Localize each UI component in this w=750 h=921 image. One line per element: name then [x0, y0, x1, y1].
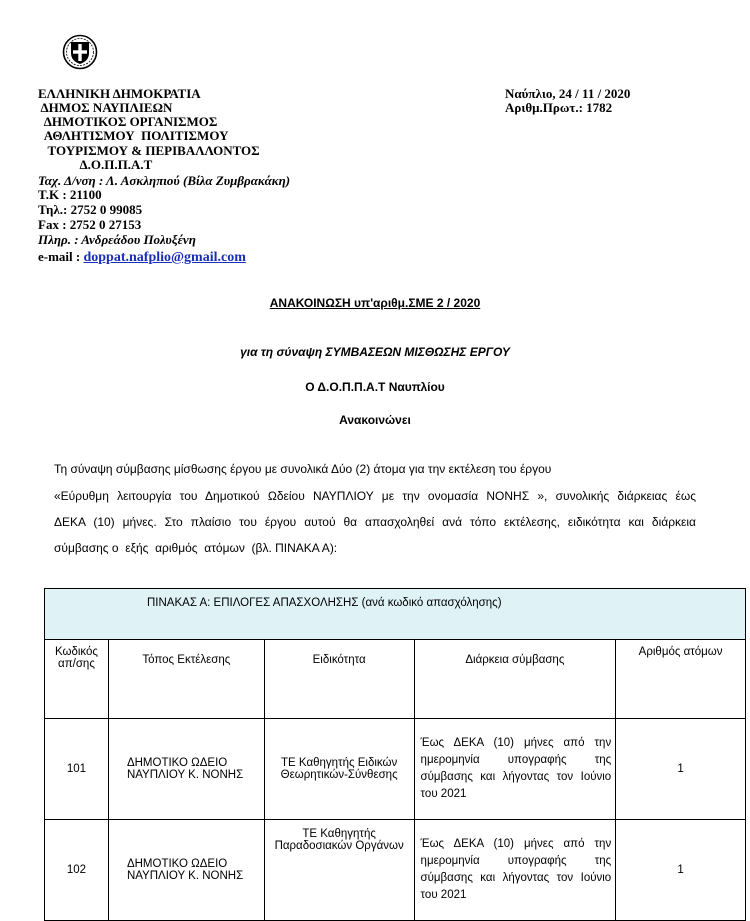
- col-header-place: Τόπος Εκτέλεσης: [108, 640, 264, 719]
- col-header-specialty: Ειδικότητα: [264, 640, 414, 719]
- postal-code: Τ.Κ : 21100: [38, 187, 102, 202]
- body-line-1: Τη σύναψη σύμβασης μίσθωσης έργου με συνολικά Δύο (2) άτομα για την εκτέλεση του έργου: [54, 462, 552, 476]
- header-line-1: ΕΛΛΗΝΙΚΗ ΔΗΜΟΚΡΑΤΙΑ: [38, 86, 201, 101]
- row-specialty: ΤΕ Καθηγητής Ειδικών Θεωρητικών-Σύνθεσης: [264, 719, 414, 820]
- row-code: 102: [45, 820, 109, 921]
- header-line-5: ΤΟΥΡΙΣΜΟΥ & ΠΕΡΙΒΑΛΛΟΝΤΟΣ: [38, 143, 260, 158]
- body-line-3: ΔΕΚΑ (10) μήνες. Στο πλαίσιο του έργου αυτού θα απασχοληθεί ανά τόπο εκτέλεσης, ειδικότητα και διάρκεια: [54, 515, 696, 529]
- announcement-subtitle: για τη σύναψη ΣΥΜΒΑΣΕΩΝ ΜΙΣΘΩΣΗΣ ΕΡΓΟΥ: [240, 345, 510, 359]
- row-place: ΔΗΜΟΤΙΚΟ ΩΔΕΙΟ ΝΑΥΠΛΙΟΥ Κ. ΝΟΝΗΣ: [108, 719, 264, 820]
- body-line-2: «Εύρυθμη λειτουργία του Δημοτικού Ωδείου ΝΑΥΠΛΙΟΥ με την ονομασία ΝΟΝΗΣ », συνολικής διάρκειας έως: [54, 489, 696, 503]
- row-count: 1: [616, 719, 746, 820]
- header-line-4: ΑΘΛΗΤΙΣΜΟΥ ΠΟΛΙΤΙΣΜΟΥ: [38, 128, 229, 143]
- table-title: ΠΙΝΑΚΑΣ Α: ΕΠΙΛΟΓΕΣ ΑΠΑΣΧΟΛΗΣΗΣ (ανά κωδικό απασχόλησης): [45, 589, 746, 640]
- table-row: [45, 719, 746, 820]
- protocol-number: Αριθμ.Πρωτ.: 1782: [505, 100, 613, 115]
- row-duration: Έως ΔΕΚΑ (10) μήνες από την ημερομηνία υπογραφής της σύμβασης και λήγοντας τον Ιούνιο του 2021: [414, 820, 616, 921]
- col-header-count: Αριθμός ατόμων: [616, 640, 746, 719]
- announcement-issuer: Ο Δ.Ο.Π.Π.Α.Τ Ναυπλίου: [305, 380, 445, 394]
- announcement-title-text: ΑΝΑΚΟΙΝΩΣΗ υπ'αριθμ.ΣΜΕ 2 / 2020: [269, 296, 481, 310]
- place-date: Ναύπλιο, 24 / 11 / 2020: [505, 86, 631, 101]
- table-row: [45, 820, 746, 921]
- announcement-verb: Ανακοινώνει: [339, 413, 411, 427]
- contact-person: Πληρ. : Ανδρεάδου Πολυξένη: [38, 232, 196, 247]
- announcement-title: [0, 296, 750, 310]
- phone: Τηλ.: 2752 0 99085: [38, 202, 143, 217]
- email-row: [38, 250, 246, 265]
- address: Ταχ. Δ/νση : Λ. Ασκληπιού (Βίλα Ζυμβρακάκη): [38, 173, 291, 188]
- fax: Fax : 2752 0 27153: [38, 217, 142, 232]
- greek-coat-of-arms-icon: [62, 34, 98, 70]
- row-duration: Έως ΔΕΚΑ (10) μήνες από την ημερομηνία υπογραφής της σύμβασης και λήγοντας τον Ιούνιο του 2021: [414, 719, 616, 820]
- email-link[interactable]: doppat.nafplio@gmail.com: [83, 250, 246, 265]
- row-place: ΔΗΜΟΤΙΚΟ ΩΔΕΙΟ ΝΑΥΠΛΙΟΥ Κ. ΝΟΝΗΣ: [108, 820, 264, 921]
- email-label: e-mail :: [38, 249, 81, 264]
- col-header-duration: Διάρκεια σύμβασης: [414, 640, 616, 719]
- header-line-2: ΔΗΜΟΣ ΝΑΥΠΛΙΕΩΝ: [38, 100, 173, 115]
- header-line-6: Δ.Ο.Π.Π.Α.Τ: [38, 157, 153, 172]
- header-line-3: ΔΗΜΟΤΙΚΟΣ ΟΡΓΑΝΙΣΜΟΣ: [38, 114, 218, 129]
- row-specialty: ΤΕ Καθηγητής Παραδοσιακών Οργάνων: [264, 820, 414, 921]
- col-header-code: Κωδικός απ/σης: [45, 640, 109, 719]
- body-line-4: σύμβασης ο εξής αριθμός ατόμων (βλ. ΠΙΝΑΚΑ Α):: [54, 541, 338, 555]
- row-count: 1: [616, 820, 746, 921]
- row-code: 101: [45, 719, 109, 820]
- employment-table: [44, 588, 746, 921]
